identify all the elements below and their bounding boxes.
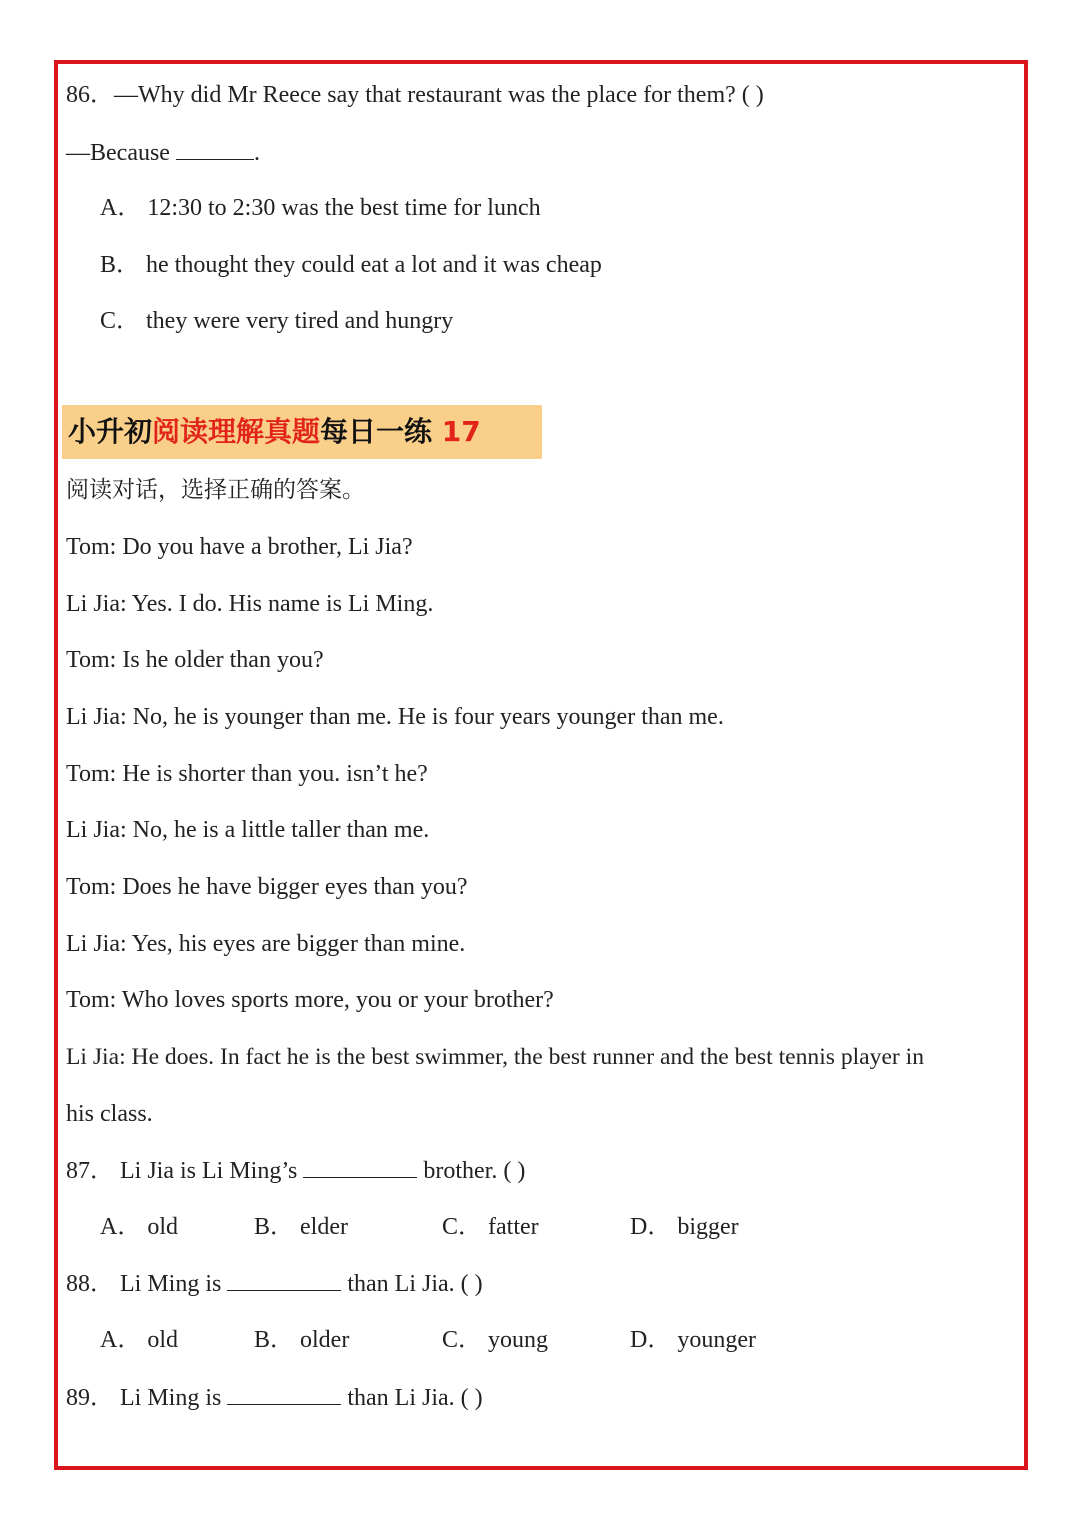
dialogue-line: Tom: Is he older than you? (66, 647, 324, 673)
q87-question (66, 1155, 525, 1186)
q87-option-b[interactable] (254, 1212, 348, 1242)
instruction: 阅读对话，选择正确的答案。 (66, 477, 365, 503)
option-text: he thought they could eat a lot and it was cheap (146, 252, 602, 278)
option-letter: A． (100, 1327, 142, 1353)
option-letter: C． (442, 1327, 483, 1353)
option-letter: B． (254, 1214, 295, 1240)
dialogue-line: Li Jia: Yes, his eyes are bigger than mine. (66, 931, 466, 957)
banner-part3: 每日一练 (320, 415, 433, 448)
q86-option-b[interactable] (100, 250, 602, 280)
q88-option-c[interactable] (442, 1325, 548, 1355)
dialogue-line: Li Jia: Yes. I do. His name is Li Ming. (66, 591, 434, 617)
dialogue-line: Li Jia: He does. In fact he is the best swimmer, the best runner and the best tennis player in (66, 1044, 925, 1070)
question-text: Li Ming is (120, 1385, 222, 1411)
question-text: brother. ( ) (423, 1158, 526, 1184)
question-text: Li Ming is (120, 1271, 222, 1297)
option-text: old (147, 1214, 179, 1240)
dialogue-line: Tom: He is shorter than you. isn’t he? (66, 761, 428, 787)
option-letter: B． (254, 1327, 295, 1353)
q88-option-d[interactable] (630, 1325, 756, 1355)
q89-question (66, 1382, 483, 1413)
option-text: old (147, 1327, 179, 1353)
option-text: fatter (488, 1214, 539, 1240)
question-text: than Li Jia. ( ) (347, 1271, 483, 1297)
banner-part2: 阅读理解真题 (152, 415, 321, 448)
q86-option-a[interactable] (100, 193, 541, 223)
q86-answer-suffix: . (253, 140, 260, 166)
dialogue-line: Tom: Does he have bigger eyes than you? (66, 874, 468, 900)
q88-blank (227, 1268, 341, 1291)
question-number: 88． (66, 1271, 114, 1297)
option-letter: A． (100, 1214, 142, 1240)
q87-option-d[interactable] (630, 1212, 739, 1242)
option-letter: B． (100, 252, 141, 278)
question-text: than Li Jia. ( ) (347, 1385, 483, 1411)
banner-part4: 17 (441, 415, 481, 448)
question-number: 87． (66, 1158, 114, 1184)
option-text: bigger (677, 1214, 739, 1240)
banner-part1: 小升初 (68, 415, 153, 448)
option-letter: C． (442, 1214, 483, 1240)
option-text: older (300, 1327, 350, 1353)
option-text: they were very tired and hungry (146, 308, 454, 334)
q88-option-b[interactable] (254, 1325, 349, 1355)
q86-answer-line (66, 137, 260, 168)
option-letter: C． (100, 308, 141, 334)
question-text: Li Jia is Li Ming’s (120, 1158, 298, 1184)
option-text: 12:30 to 2:30 was the best time for lunch (147, 195, 541, 221)
dialogue-line: Tom: Do you have a brother, Li Jia? (66, 534, 413, 560)
q86-option-c[interactable] (100, 306, 453, 336)
q89-blank (227, 1382, 341, 1405)
q87-option-a[interactable] (100, 1212, 178, 1242)
question-number: 89． (66, 1385, 114, 1411)
section-banner (62, 405, 542, 459)
q87-blank (303, 1155, 417, 1178)
dialogue-line: Li Jia: No, he is a little taller than me. (66, 817, 430, 843)
dialogue-line: Tom: Who loves sports more, you or your brother? (66, 987, 554, 1013)
q86-question: 86．—Why did Mr Reece say that restaurant was the place for them? ( ) (66, 82, 764, 108)
q88-question (66, 1268, 483, 1299)
q88-option-a[interactable] (100, 1325, 178, 1355)
q87-option-c[interactable] (442, 1212, 539, 1242)
option-text: younger (677, 1327, 756, 1353)
option-letter: D． (630, 1327, 672, 1353)
dialogue-line: his class. (66, 1101, 153, 1127)
q86-blank (176, 137, 254, 160)
option-text: elder (300, 1214, 348, 1240)
dialogue-line: Li Jia: No, he is younger than me. He is four years younger than me. (66, 704, 724, 730)
option-text: young (488, 1327, 549, 1353)
option-letter: A． (100, 195, 142, 221)
q86-answer-prefix: —Because (66, 140, 170, 166)
option-letter: D． (630, 1214, 672, 1240)
